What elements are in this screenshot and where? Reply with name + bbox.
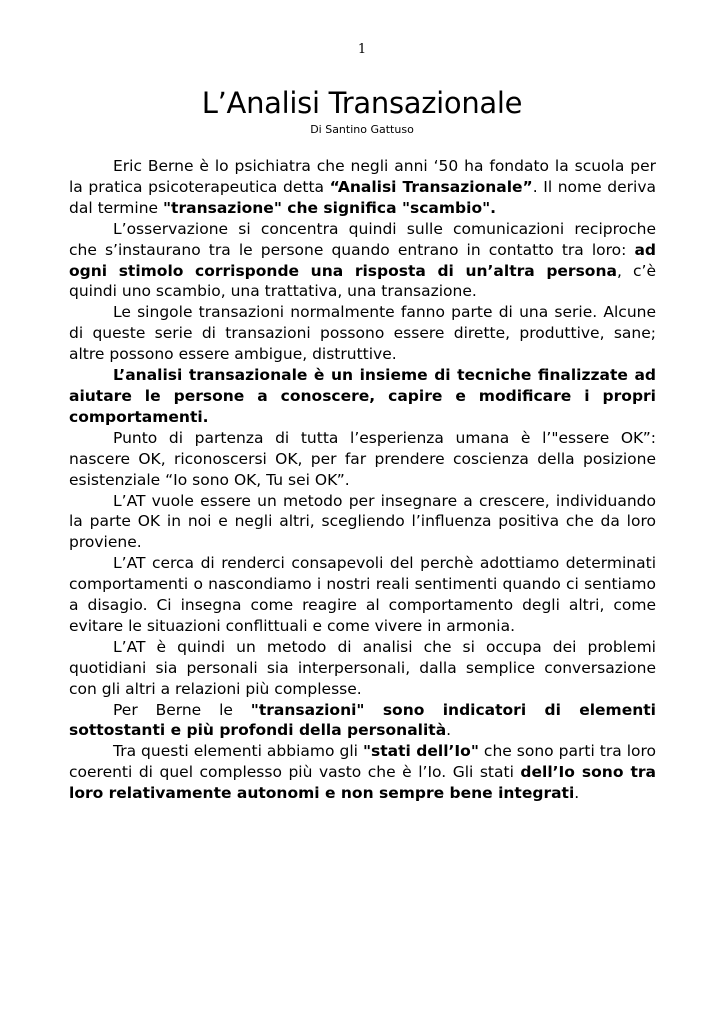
bold-text: L’analisi transazionale è un insieme di tecniche finalizzate ad aiutare le persone a conoscere, capire e modificare i propri comportamenti. [69, 366, 656, 426]
text-run: . [574, 784, 580, 803]
text-run: , c’è quindi uno scambio, una trattativa, una transazione. [69, 261, 656, 301]
paragraph [69, 491, 656, 554]
paragraph [69, 553, 656, 637]
paragraph [69, 700, 656, 742]
text-run: L’AT cerca di renderci consapevoli del perchè adottiamo determinati comportamenti o nascondiamo i nostri reali sentimenti quando ci sentiamo a disagio. Ci insegna come reagire al comportamento degli altri, come evitare le situazioni conflittuali e come vivere in armonia. [69, 554, 656, 635]
paragraph [69, 219, 656, 303]
bold-text: “Analisi Transazionale” [329, 177, 533, 196]
document-body [69, 156, 656, 804]
text-run: Eric Berne è lo psichiatra che negli anni ‘50 ha fondato la scuola per la pratica psicoterapeutica detta [69, 157, 656, 196]
text-run: Tra questi elementi abbiamo gli [113, 742, 363, 761]
page-number: 1 [357, 42, 367, 57]
bold-text: "transazioni" sono indicatori di elementi sottostanti e più profondi della personalità [69, 700, 656, 740]
text-run: Per Berne le [113, 700, 251, 719]
bold-text: dell’Io sono tra loro relativamente autonomi e non sempre bene integrati [69, 763, 656, 803]
bold-text: ad ogni stimolo corrisponde una risposta di un’altra persona [69, 240, 656, 280]
paragraph [69, 637, 656, 700]
paragraph [69, 741, 656, 804]
text-run: L’AT vuole essere un metodo per insegnare a crescere, individuando la parte OK in noi e negli altri, scegliendo l’influenza positiva che da loro proviene. [69, 491, 656, 552]
document-title: L’Analisi Transazionale [201, 86, 523, 120]
text-run: che sono parti tra loro coerenti di quel complesso più vasto che è l’Io. Gli stati [69, 742, 656, 782]
text-run: . [446, 721, 452, 740]
paragraph [69, 428, 656, 491]
text-run: L’AT è quindi un metodo di analisi che si occupa dei problemi quotidiani sia personali sia interpersonali, dalla semplice conversazione con gli altri a relazioni più complesse. [69, 637, 656, 698]
text-run: Punto di partenza di tutta l’esperienza umana è l’"essere OK”: nascere OK, riconoscersi OK, per far prendere coscienza della posizione esistenziale “Io sono OK, Tu sei OK”. [69, 428, 656, 489]
text-run: . Il nome deriva dal termine [69, 177, 656, 217]
text-run: L’osservazione si concentra quindi sulle comunicazioni reciproche che s’instaurano tra le persone quando entrano in contatto tra loro: [69, 219, 656, 259]
paragraph [69, 365, 656, 428]
document-author: Di Santino Gattuso [310, 123, 414, 136]
paragraph [69, 156, 656, 219]
bold-text: "stati dell’Io" [362, 742, 479, 761]
paragraph [69, 302, 656, 365]
bold-text: "transazione" che significa "scambio". [162, 198, 497, 217]
text-run: Le singole transazioni normalmente fanno parte di una serie. Alcune di queste serie di transazioni possono essere dirette, produttive, sane; altre possono essere ambigue, distruttive. [69, 303, 656, 364]
